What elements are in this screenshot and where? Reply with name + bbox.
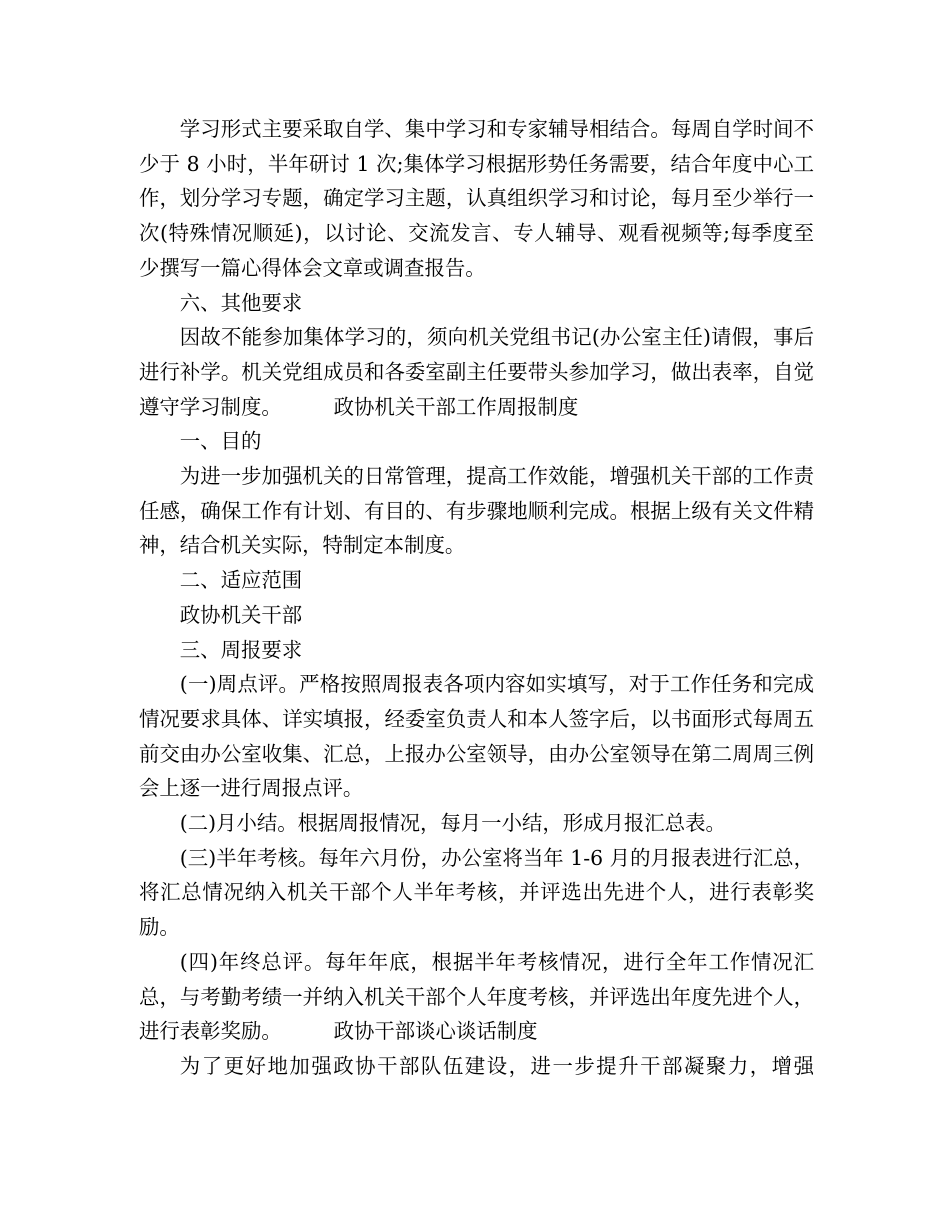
paragraph-purpose: 为进一步加强机关的日常管理，提高工作效能，增强机关干部的工作责任感，确保工作有计划、有目的、有步骤地顺利完成。根据上级有关文件精神，结合机关实际，特制定本制度。 [139, 464, 814, 558]
paragraph-scope: 政协机关干部 [179, 602, 303, 627]
heading-purpose: 一、目的 [179, 429, 262, 454]
heading-weekly-report-requirements: 三、周报要求 [179, 637, 303, 662]
paragraph-monthly-summary: (二)月小结。根据周报情况，每月一小结，形成月报汇总表。 [179, 811, 726, 836]
paragraph-leave-policy: 因故不能参加集体学习的，须向机关党组书记(办公室主任)请假，事后进行补学。机关党组成员和各委室副主任要带头参加学习，做出表率，自觉遵守学习制度。 政协机关干部工作周报制度 [139, 325, 814, 419]
paragraph-annual-review: (四)年终总评。每年年底，根据半年考核情况，进行全年工作情况汇总，与考勤考绩一并纳入机关干部个人年度考核，并评选出年度先进个人，进行表彰奖励。 政协干部谈心谈话制度 [139, 949, 814, 1044]
paragraph-study-format: 学习形式主要采取自学、集中学习和专家辅导相结合。每周自学时间不少于 8 小时，半年研讨 1 次;集体学习根据形势任务需要，结合年度中心工作，划分学习专题，确定学习主题，认真组织学习和讨论，每月至少举行一次(特殊情况顺延)，以讨论、交流发言、专人辅导、观看视频等;每季度至少撰写一篇心得体会文章或调查报告。 [139, 117, 814, 280]
heading-scope: 二、适应范围 [179, 568, 303, 593]
document-body [139, 112, 814, 1084]
paragraph-weekly-review: (一)周点评。严格按照周报表各项内容如实填写，对于工作任务和完成情况要求具体、详实填报，经委室负责人和本人签字后，以书面形式每周五前交由办公室收集、汇总，上报办公室领导，由办公室领导在第二周周三例会上逐一进行周报点评。 [139, 672, 814, 801]
paragraph-half-year-assessment: (三)半年考核。每年六月份，办公室将当年 1-6 月的月报表进行汇总，将汇总情况纳入机关干部个人半年考核，并评选出先进个人，进行表彰奖励。 [139, 845, 814, 940]
paragraph-talk-system-intro: 为了更好地加强政协干部队伍建设，进一步提升干部凝聚力，增强 [179, 1053, 814, 1078]
heading-other-requirements: 六、其他要求 [179, 290, 303, 315]
